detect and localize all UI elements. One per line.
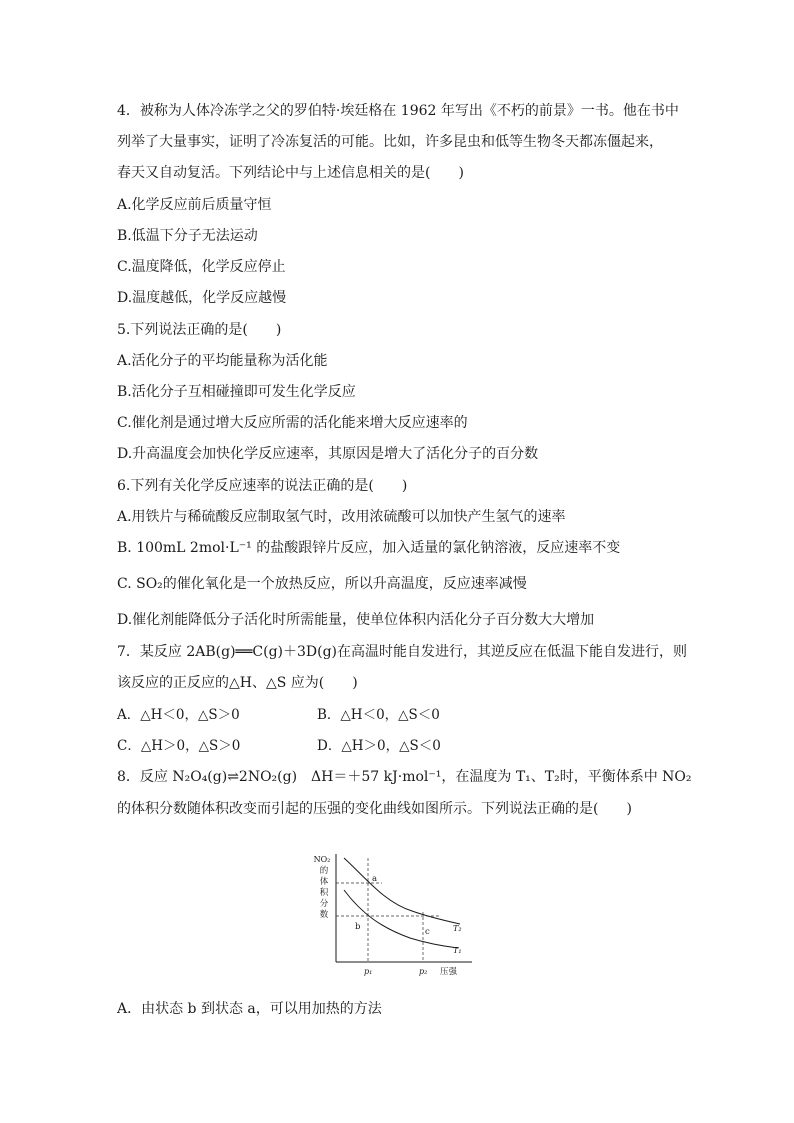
q5-option-d: D.升高温度会加快化学反应速率，其原因是增大了活化分子的百分数 (117, 446, 539, 462)
q7-option-c: C．△H＞0，△S＞0 (117, 738, 241, 754)
y-label-4: 分 (319, 899, 329, 909)
x-axis-label: 压强 (440, 967, 458, 977)
q5-option-b: B.活化分子互相碰撞即可发生化学反应 (117, 384, 356, 400)
q5-option-a: A.活化分子的平均能量称为活化能 (117, 353, 328, 369)
q7-option-a: A．△H＜0，△S＞0 (117, 707, 240, 723)
q7-option-b: B．△H＜0，△S＜0 (317, 707, 440, 723)
point-b-label: b (355, 922, 361, 932)
y-label-1: 的 (319, 866, 329, 876)
q6-option-d: D.催化剂能降低分子活化时所需能量，使单位体积内活化分子百分数大大增加 (117, 612, 595, 628)
q8-line2: 的体积分数随体积改变而引起的压强的变化曲线如图所示。下列说法正确的是( ) (117, 801, 632, 817)
q4-line3: 春天又自动复活。下列结论中与上述信息相关的是( ) (117, 165, 464, 181)
curve-t1-label: T₁ (453, 946, 462, 955)
q4-option-d: D.温度越低，化学反应越慢 (117, 290, 287, 306)
q7-option-d: D．△H＞0，△S＜0 (317, 738, 441, 754)
y-label-2: 体 (319, 877, 329, 887)
q4-line2: 列举了大量事实，证明了冷冻复活的可能。比如，许多昆虫和低等生物冬天都冻僵起来， (117, 134, 663, 150)
q6-stem: 6.下列有关化学反应速率的说法正确的是( ) (117, 478, 408, 494)
equilibrium-figure (300, 850, 480, 982)
tick-p2-label: p₂ (419, 967, 428, 976)
q7-line2: 该反应的正反应的△H、△S 应为( ) (117, 675, 358, 691)
q8-line1: 8．反应 N₂O₄(g)⇌2NO₂(g) ΔH＝＋57 kJ·mol⁻¹，在温度为 T₁、T₂时，平衡体系中 NO₂ (117, 769, 692, 785)
point-a-label: a (372, 874, 378, 884)
y-label-0: NO₂ (313, 855, 331, 864)
tick-p1-label: p₁ (364, 967, 373, 976)
q5-stem: 5.下列说法正确的是( ) (117, 322, 282, 338)
q4-option-b: B.低温下分子无法运动 (117, 228, 258, 244)
q6-option-b: B. 100mL 2mol·L⁻¹ 的盐酸跟锌片反应，加入适量的氯化钠溶液，反应速率不变 (117, 540, 621, 556)
q5-option-c: C.催化剂是通过增大反应所需的活化能来增大反应速率的 (117, 415, 468, 431)
curve-t2-label: T₂ (453, 924, 462, 933)
q6-option-c: C. SO₂的催化氧化是一个放热反应，所以升高温度，反应速率减慢 (117, 576, 527, 592)
q4-option-a: A.化学反应前后质量守恒 (117, 197, 272, 213)
q8-option-a: A．由状态 b 到状态 a，可以用加热的方法 (117, 1001, 382, 1017)
y-label-3: 积 (319, 888, 329, 898)
q4-option-c: C.温度降低，化学反应停止 (117, 259, 286, 275)
q7-line1: 7．某反应 2AB(g)══C(g)＋3D(g)在高温时能自发进行，其逆反应在低温下能自发进行，则 (117, 644, 688, 660)
q4-line1: 4．被称为人体冷冻学之父的罗伯特·埃廷格在 1962 年写出《不朽的前景》一书。他在书中 (117, 103, 679, 119)
curve-t2 (344, 858, 460, 924)
point-c-label: c (425, 927, 430, 937)
q6-option-a: A.用铁片与稀硫酸反应制取氢气时，改用浓硫酸可以加快产生氢气的速率 (117, 509, 566, 525)
y-label-5: 数 (319, 910, 329, 920)
